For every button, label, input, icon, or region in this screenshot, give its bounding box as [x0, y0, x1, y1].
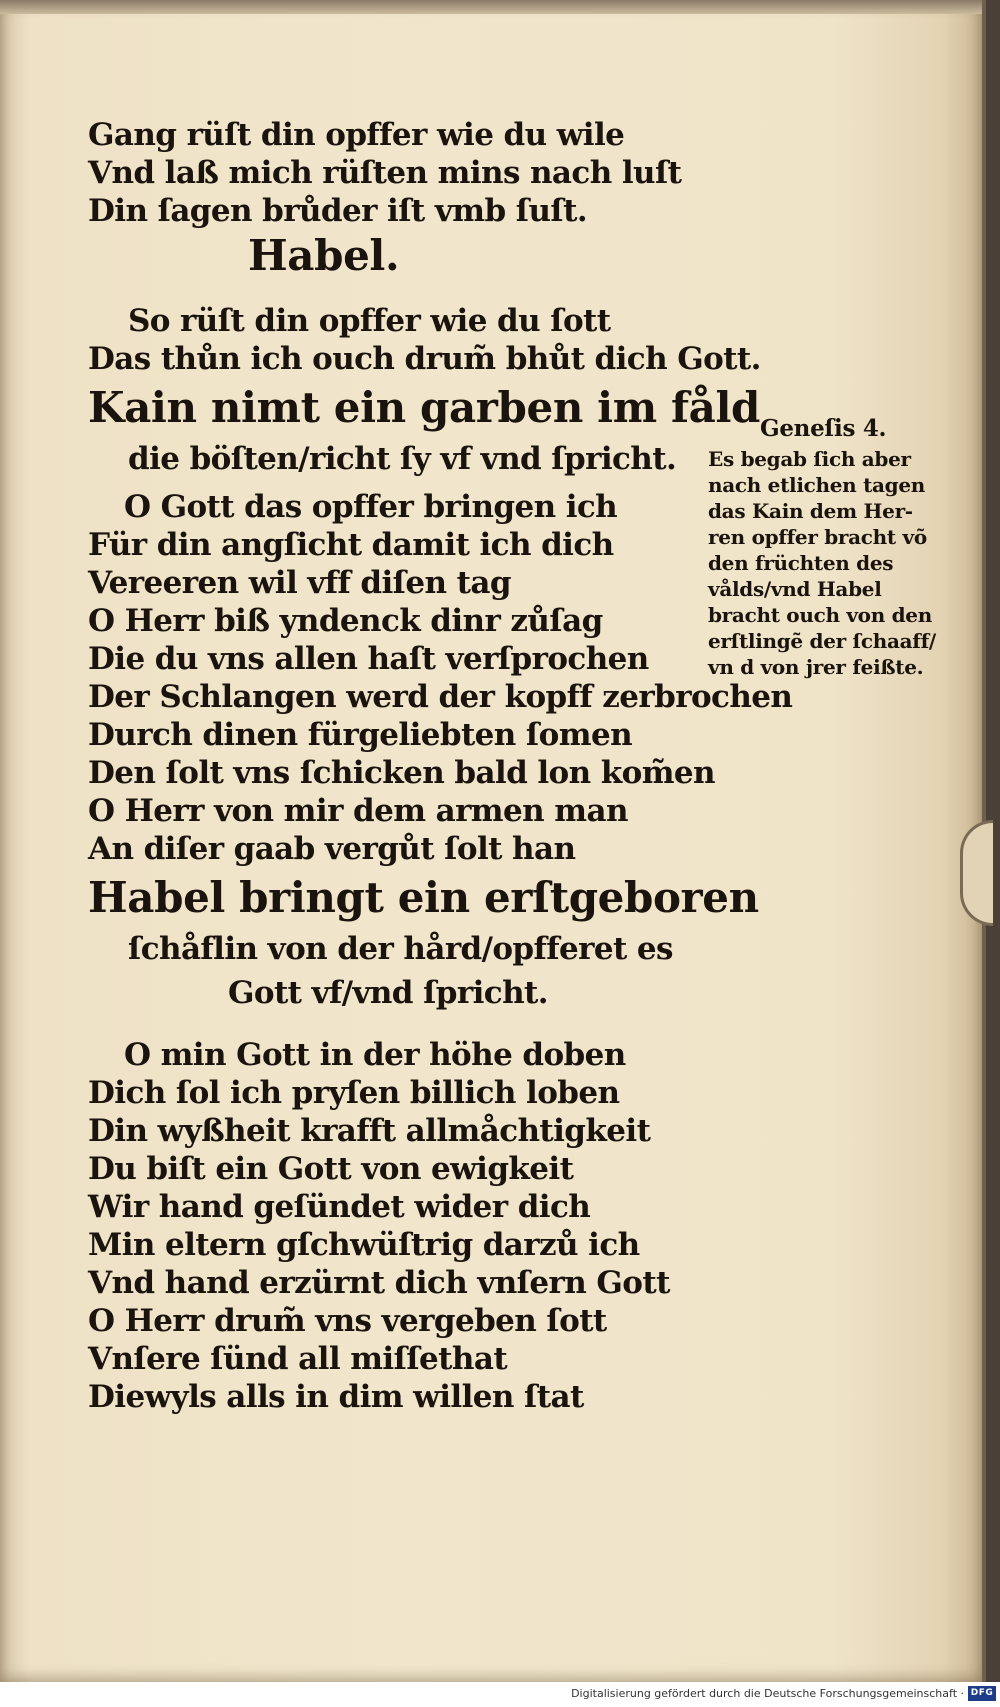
- marginal-note-line: den früchten des: [708, 551, 894, 575]
- text-line: An diſer gaab vergůt ſolt han: [88, 831, 576, 867]
- text-line: O Gott das opffer bringen ich: [124, 489, 618, 525]
- text-line: Du biſt ein Gott von ewigkeit: [88, 1151, 574, 1187]
- text-line: Vnd laß mich rüſten mins nach luſt: [88, 155, 682, 191]
- text-line: So rüſt din opffer wie du ſott: [128, 303, 611, 339]
- stage-direction-line: die böſten/richt ſy vf vnd ſpricht.: [128, 441, 677, 477]
- text-line: O min Gott in der höhe doben: [124, 1037, 626, 1073]
- text-line: Din wyßheit krafft allmåchtigkeit: [88, 1113, 651, 1149]
- text-line: Das thůn ich ouch drum̃ bhůt dich Gott.: [88, 341, 761, 377]
- text-line: Dich ſol ich pryſen billich loben: [88, 1075, 620, 1111]
- stage-direction-heading: Kain nimt ein garben im fåld: [88, 383, 760, 432]
- text-line: Vnd hand erzürnt dich vnſern Gott: [88, 1265, 670, 1301]
- text-line: O Herr von mir dem armen man: [88, 793, 628, 829]
- text-line: Diewyls alls in dim willen ſtat: [88, 1379, 584, 1415]
- text-line: Vnſere ſünd all miſſethat: [88, 1341, 508, 1377]
- text-line: Den ſolt vns ſchicken bald lon kom̃en: [88, 755, 715, 791]
- dfg-logo: DFG: [968, 1686, 996, 1701]
- marginal-note-line: ren opffer bracht võ: [708, 525, 927, 549]
- text-line: Wir hand geſündet wider dich: [88, 1189, 591, 1225]
- text-line: Din ſagen brůder iſt vmb ſuſt.: [88, 193, 588, 229]
- text-line: O Herr biß yndenck dinr zůſag: [88, 603, 603, 639]
- marginal-note-line: nach etlichen tagen: [708, 473, 926, 497]
- text-line: Der Schlangen werd der kopff zerbrochen: [88, 679, 793, 715]
- stage-direction-line: Gott vf/vnd ſpricht.: [228, 975, 548, 1011]
- footer-bar: [0, 1682, 1000, 1707]
- stage-direction-heading: Habel bringt ein erſtgeboren: [88, 873, 759, 922]
- text-line: Durch dinen fürgeliebten ſomen: [88, 717, 633, 753]
- stage-direction-line: ſchåflin von der hård/opfferet es: [128, 931, 673, 967]
- text-line: Für din angſicht damit ich dich: [88, 527, 614, 563]
- marginal-note-line: bracht ouch von den: [708, 603, 932, 627]
- marginal-note-heading: Geneſis 4.: [760, 415, 887, 442]
- text-line: Die du vns allen haſt verſprochen: [88, 641, 649, 677]
- marginal-note-line: vålds/vnd Habel: [708, 577, 882, 601]
- funding-credit: Digitalisierung gefördert durch die Deutsche Forschungsgemeinschaft ·: [571, 1687, 964, 1700]
- text-line: Min eltern gſchwüſtrig darzů ich: [88, 1227, 640, 1263]
- marginal-note-line: erſtlingẽ der ſchaaff/: [708, 629, 936, 653]
- speaker-heading: Habel.: [248, 231, 400, 280]
- page-top-edge: [0, 0, 982, 14]
- text-line: Vereeren wil vff diſen tag: [88, 565, 511, 601]
- marginal-note-line: Es begab ſich aber: [708, 447, 911, 471]
- text-line: O Herr drum̃ vns vergeben ſott: [88, 1303, 607, 1339]
- marginal-note-line: vn d von jrer feißte.: [708, 655, 924, 679]
- marginal-note-line: das Kain dem Her-: [708, 499, 913, 523]
- page-clasp-tab: [960, 820, 993, 926]
- text-line: Gang rüſt din opffer wie du wile: [88, 117, 625, 153]
